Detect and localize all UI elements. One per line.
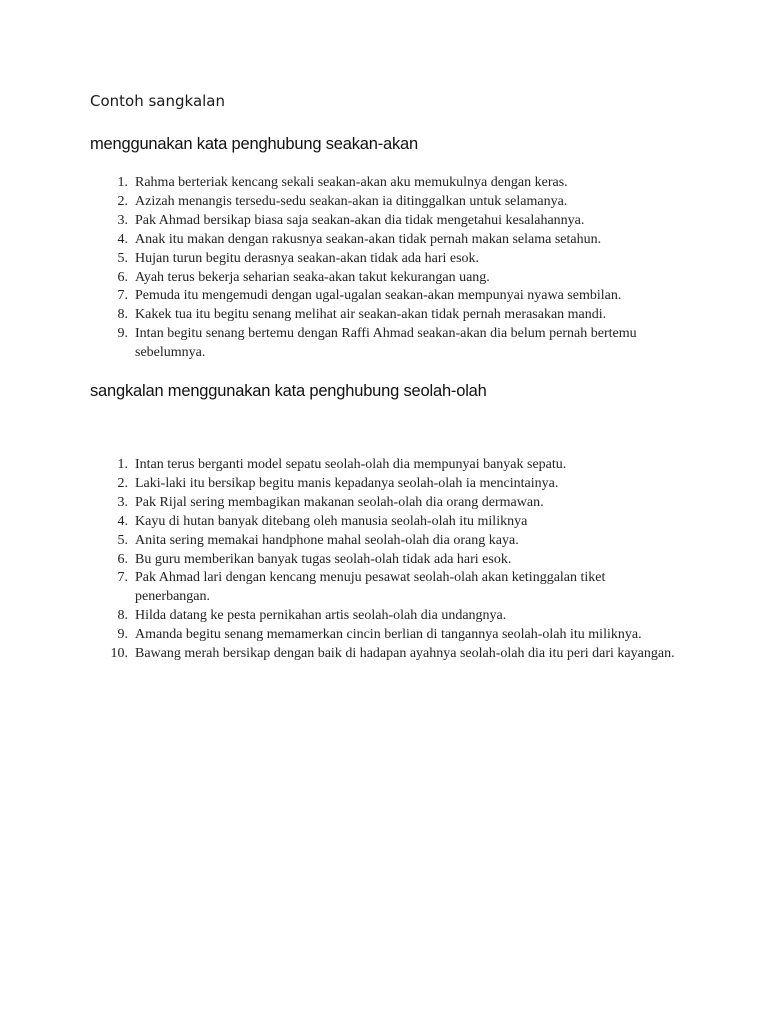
list-item-text: Anak itu makan dengan rakusnya seakan-akan tidak pernah makan selama setahun. <box>135 231 602 247</box>
list-item <box>0 626 675 645</box>
list-item-text: Pemuda itu mengemudi dengan ugal-ugalan seakan-akan mempunyai nyawa sembilan. <box>135 288 622 304</box>
list-item-number: 2. <box>117 193 128 209</box>
list-item-text: Hilda datang ke pesta pernikahan artis seolah-olah dia undangnya. <box>135 608 507 624</box>
list-item-number: 9. <box>117 627 128 643</box>
list-item <box>0 212 675 231</box>
list-item-number: 4. <box>117 513 128 529</box>
list-item-number: 8. <box>117 608 128 624</box>
document-title: Contoh sangkalan <box>90 92 226 110</box>
list-item-number: 4. <box>117 231 128 247</box>
example-list-seakan-akan <box>0 174 675 363</box>
list-item-text: Kakek tua itu begitu senang melihat air seakan-akan tidak pernah merasakan mandi. <box>135 307 607 323</box>
list-item-text: Laki-laki itu bersikap begitu manis kepadanya seolah-olah ia mencintainya. <box>135 475 559 491</box>
list-item <box>0 475 675 494</box>
section-heading-seakan-akan: menggunakan kata penghubung seakan-akan <box>90 135 418 153</box>
list-item <box>0 174 675 193</box>
list-item-number: 8. <box>117 307 128 323</box>
list-item <box>0 645 675 664</box>
list-item-number: 6. <box>117 551 128 567</box>
list-item-text: Pak Ahmad bersikap biasa saja seakan-akan dia tidak mengetahui kesalahannya. <box>135 212 585 228</box>
list-item-number: 1. <box>117 457 128 472</box>
list-item-text: Pak Rijal sering membagikan makanan seolah-olah dia orang dermawan. <box>135 494 544 510</box>
list-item <box>0 231 675 250</box>
list-item <box>0 193 675 212</box>
list-item <box>0 269 675 288</box>
list-item-text: Pak Ahmad lari dengan kencang menuju pesawat seolah-olah akan ketinggalan tiket penerbangan. <box>135 570 606 605</box>
list-item <box>0 306 675 325</box>
list-item <box>0 456 675 475</box>
list-item <box>0 250 675 269</box>
list-item-number: 2. <box>117 475 128 491</box>
list-item <box>0 532 675 551</box>
list-item-number: 1. <box>117 175 128 190</box>
list-item-number: 3. <box>117 494 128 510</box>
list-item <box>0 551 675 570</box>
example-list-seolah-olah <box>0 456 675 664</box>
list-item-text: Bawang merah bersikap dengan baik di hadapan ayahnya seolah-olah dia itu peri dari kayangan. <box>135 646 675 662</box>
section-heading-seolah-olah: sangkalan menggunakan kata penghubung seolah-olah <box>90 382 487 400</box>
list-item-text: Ayah terus bekerja seharian seaka-akan takut kekurangan uang. <box>135 269 490 285</box>
list-item-text: Azizah menangis tersedu-sedu seakan-akan ia ditinggalkan untuk selamanya. <box>135 193 568 209</box>
list-item-number: 9. <box>117 326 128 342</box>
list-item-number: 10. <box>110 646 128 662</box>
list-item <box>0 513 675 532</box>
list-item <box>0 287 675 306</box>
list-item-number: 7. <box>117 570 128 586</box>
list-item <box>0 569 675 607</box>
list-item <box>0 607 675 626</box>
list-item-number: 5. <box>117 532 128 548</box>
list-item-number: 3. <box>117 212 128 228</box>
list-item-text: Anita sering memakai handphone mahal seolah-olah dia orang kaya. <box>135 532 519 548</box>
list-item-number: 7. <box>117 288 128 304</box>
list-item-text: Rahma berteriak kencang sekali seakan-akan aku memukulnya dengan keras. <box>135 175 568 190</box>
list-item-text: Hujan turun begitu derasnya seakan-akan tidak ada hari esok. <box>135 250 480 266</box>
list-item <box>0 494 675 513</box>
list-item-text: Kayu di hutan banyak ditebang oleh manusia seolah-olah itu miliknya <box>135 513 528 529</box>
list-item-number: 6. <box>117 269 128 285</box>
list-item-text: Bu guru memberikan banyak tugas seolah-olah tidak ada hari esok. <box>135 551 512 567</box>
list-item-text: Amanda begitu senang memamerkan cincin berlian di tangannya seolah-olah itu miliknya. <box>135 627 642 643</box>
list-item-number: 5. <box>117 250 128 266</box>
list-item-text: Intan begitu senang bertemu dengan Raffi Ahmad seakan-akan dia belum pernah bertemu sebelumnya. <box>135 326 637 361</box>
list-item <box>0 325 675 363</box>
list-item-text: Intan terus berganti model sepatu seolah-olah dia mempunyai banyak sepatu. <box>135 457 567 472</box>
